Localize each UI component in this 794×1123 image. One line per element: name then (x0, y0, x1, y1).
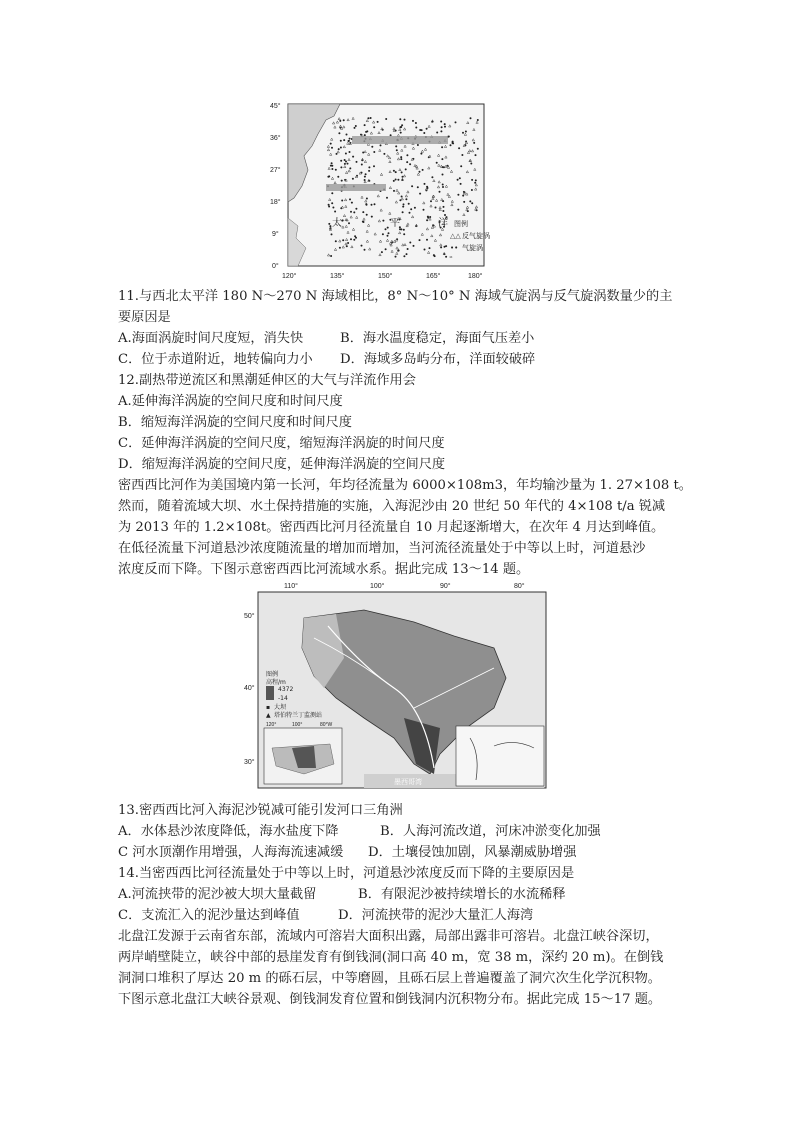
cyclone-eddy-point (344, 163, 346, 165)
y-tick: 18° (270, 199, 281, 206)
cyclone-eddy-point (429, 216, 431, 218)
cyclone-eddy-point (452, 142, 454, 144)
cyclone-eddy-point (405, 168, 407, 170)
passage2-line: 浓度反而下降。下图示意密西西比河流域水系。据此完成 13～14 题。 (118, 562, 530, 577)
cyclone-eddy-point (341, 200, 343, 202)
passage3-line: 下图示意北盘江大峡谷景观、倒钱洞发育位置和倒钱洞内沉积物分布。据此完成 15～17 题。 (118, 992, 662, 1007)
cyclone-eddy-point (404, 119, 406, 121)
q13-options-row1 (118, 821, 688, 842)
cyclone-eddy-point (337, 176, 339, 178)
q11-option-a[interactable]: A.海面涡旋时间尺度短，消失快 (118, 331, 304, 346)
cyclone-eddy-point (366, 214, 368, 216)
q11-stem-line1: 11.与西北太平洋 180 N～270 N 海域相比，8° N～10° N 海域气旋涡与反气旋涡数量少的主 (118, 289, 673, 304)
legend-elevation: 高程/m (266, 679, 286, 686)
cyclone-eddy-point (340, 166, 342, 168)
passage2-line: 在低径流量下河道悬沙浓度随流量的增加而增加，当河流径流量处于中等以上时，河道悬沙 (118, 541, 646, 556)
cyclone-eddy-point (387, 227, 389, 229)
lon-tick: 100° (370, 583, 385, 590)
cyclone-eddy-point (349, 167, 351, 169)
cyclone-eddy-point (471, 202, 473, 204)
inset-lon-tick: 80°W (320, 722, 333, 728)
cyclone-eddy-point (343, 119, 345, 121)
cyclone-eddy-point (338, 148, 340, 150)
cyclone-eddy-point (406, 154, 408, 156)
svg-text:△△: △△ (450, 232, 461, 240)
cyclone-eddy-point (385, 118, 387, 120)
cyclone-eddy-point (351, 202, 353, 204)
cyclone-eddy-point (335, 169, 337, 171)
cyclone-eddy-point (365, 173, 367, 175)
legend-anticyclone: 反气旋涡 (462, 232, 490, 240)
cyclone-eddy-point (330, 143, 332, 145)
cyclone-eddy-point (368, 166, 370, 168)
cyclone-eddy-point (462, 195, 464, 197)
cyclone-eddy-point (471, 189, 473, 191)
cyclone-eddy-point (342, 239, 344, 241)
passage2-line: 密西西比河作为美国境内第一长河，年均径流量为 6000×108m3，年均输沙量为 1. 27×108 t。 (118, 478, 692, 493)
cyclone-eddy-point (396, 149, 398, 151)
q12-option-b[interactable]: B．缩短海洋涡旋的空间尺度和时间尺度 (118, 415, 352, 430)
legend-low: -14 (278, 695, 288, 702)
cyclone-eddy-point (382, 233, 384, 235)
cyclone-eddy-point (407, 248, 409, 250)
q13-option-b[interactable]: B．人海河流改道，河床冲淤变化加强 (380, 824, 601, 839)
cyclone-eddy-point (440, 130, 442, 132)
q14-option-a[interactable]: A.河流挟带的泥沙被大坝大量截留 (118, 887, 317, 902)
q12-option-a[interactable]: A.延伸海洋涡旋的空间尺度和时间尺度 (118, 394, 343, 409)
cyclone-eddy-point (411, 185, 413, 187)
cyclone-eddy-point (469, 200, 471, 202)
cyclone-eddy-point (402, 206, 404, 208)
cyclone-eddy-point (340, 147, 342, 149)
cyclone-eddy-point (444, 246, 446, 248)
cyclone-eddy-point (362, 211, 364, 213)
q14-options-row1 (118, 884, 688, 905)
cyclone-eddy-point (443, 206, 445, 208)
cyclone-eddy-point (435, 207, 437, 209)
q14-option-c[interactable]: C．支流汇入的泥沙量达到峰值 (118, 908, 300, 923)
cyclone-eddy-point (400, 132, 402, 134)
cyclone-eddy-point (334, 211, 336, 213)
cyclone-eddy-point (347, 163, 349, 165)
question-block-11-12-passage (118, 286, 692, 580)
cyclone-eddy-point (380, 144, 382, 146)
cyclone-eddy-point (441, 158, 443, 160)
cyclone-eddy-point (442, 174, 444, 176)
cyclone-eddy-point (331, 233, 333, 235)
lat-tick: 30° (244, 759, 255, 766)
cyclone-eddy-point (440, 246, 442, 248)
cyclone-eddy-point (335, 240, 337, 242)
cyclone-eddy-point (444, 214, 446, 216)
cyclone-eddy-point (364, 249, 366, 251)
cyclone-eddy-point (339, 247, 341, 249)
cyclone-eddy-point (371, 204, 373, 206)
cyclone-eddy-point (352, 178, 354, 180)
us-inset-map (264, 722, 342, 784)
cyclone-eddy-point (385, 228, 387, 230)
cyclone-eddy-point (413, 245, 415, 247)
cyclone-eddy-point (419, 129, 421, 131)
cyclone-eddy-point (370, 117, 372, 119)
cyclone-eddy-point (364, 124, 366, 126)
passage3-line: 洞洞口堆积了厚达 20 m 的砾石层，中等磨圆，且砾石层上普遍覆盖了洞穴次生化学沉积物。 (118, 971, 661, 986)
cyclone-eddy-point (366, 130, 368, 132)
lat-tick: 50° (244, 613, 255, 620)
cyclone-eddy-point (381, 251, 383, 253)
q14-options-row2 (118, 905, 688, 926)
q11-option-b[interactable]: B．海水温度稳定，海面气压差小 (340, 331, 535, 346)
cyclone-eddy-point (442, 210, 444, 212)
y-tick: 45° (270, 103, 281, 110)
cyclone-eddy-point (419, 171, 421, 173)
cyclone-eddy-point (331, 192, 333, 194)
cyclone-eddy-point (346, 245, 348, 247)
cyclone-eddy-point (423, 132, 425, 134)
x-tick: 165° (426, 273, 441, 280)
cyclone-eddy-point (331, 168, 333, 170)
cyclone-eddy-point (364, 134, 366, 136)
cyclone-eddy-point (457, 209, 459, 211)
cyclone-eddy-point (403, 233, 405, 235)
q11-stem-line2: 要原因是 (118, 310, 171, 325)
cyclone-eddy-point (361, 164, 363, 166)
cyclone-eddy-point (373, 165, 375, 167)
cyclone-eddy-point (341, 180, 343, 182)
cyclone-eddy-point (458, 147, 460, 149)
cyclone-eddy-point (399, 126, 401, 128)
passage3-line: 两岸峭壁陡立，峡谷中部的悬崖发育有倒钱洞(洞口高 40 m，宽 38 m，深约 20 m)。在倒钱 (118, 950, 664, 965)
cyclone-eddy-point (399, 118, 401, 120)
cyclone-eddy-point (348, 140, 350, 142)
cyclone-eddy-point (460, 165, 462, 167)
cyclone-eddy-point (347, 242, 349, 244)
cyclone-eddy-point (405, 198, 407, 200)
cyclone-eddy-point (417, 186, 419, 188)
eddy-distribution-map (268, 98, 496, 286)
cyclone-eddy-point (346, 134, 348, 136)
ocean-label: 平 (390, 218, 400, 229)
cyclone-eddy-point (342, 219, 344, 221)
cyclone-eddy-point (474, 182, 476, 184)
cyclone-eddy-point (331, 202, 333, 204)
q12-option-d[interactable]: D．缩短海洋涡旋的空间尺度，延伸海洋涡旋的空间尺度 (118, 457, 446, 472)
cyclone-eddy-point (331, 162, 333, 164)
cyclone-eddy-point (403, 229, 405, 231)
passage3-line: 北盘江发源于云南省东部，流域内可溶岩大面积出露，局部出露非可溶岩。北盘江峡谷深切， (118, 929, 659, 944)
legend-dam: 大坝 (274, 704, 287, 711)
cyclone-eddy-point (414, 207, 416, 209)
cyclone-eddy-point (368, 170, 370, 172)
y-tick: 9° (272, 231, 279, 238)
cyclone-eddy-point (448, 136, 450, 138)
cyclone-eddy-point (406, 253, 408, 255)
cyclone-eddy-point (340, 140, 342, 142)
cyclone-eddy-point (355, 208, 357, 210)
legend-title: 图例 (454, 220, 468, 228)
cyclone-eddy-point (436, 162, 438, 164)
cyclone-eddy-point (444, 123, 446, 125)
q12-option-c[interactable]: C．延伸海洋涡旋的空间尺度，缩短海洋涡旋的时间尺度 (118, 436, 445, 451)
q13-option-d[interactable]: D．土壤侵蚀加剧，风暴潮威胁增强 (368, 845, 577, 860)
cyclone-eddy-point (356, 161, 358, 163)
cyclone-eddy-point (395, 179, 397, 181)
q14-stem: 14.当密西西比河径流量处于中等以上时，河道悬沙浓度反而下降的主要原因是 (118, 866, 575, 881)
svg-text:▪: ▪ (266, 704, 271, 711)
cyclone-eddy-point (382, 220, 384, 222)
cyclone-eddy-point (419, 193, 421, 195)
cyclone-eddy-point (457, 194, 459, 196)
cyclone-eddy-point (349, 151, 351, 153)
cyclone-eddy-point (377, 121, 379, 123)
cyclone-eddy-point (354, 127, 356, 129)
cyclone-eddy-point (445, 256, 447, 258)
cyclone-eddy-point (366, 198, 368, 200)
cyclone-eddy-point (401, 124, 403, 126)
cyclone-eddy-point (353, 211, 355, 213)
cyclone-eddy-point (424, 249, 426, 251)
cyclone-eddy-point (420, 153, 422, 155)
legend-station: 塔伯特兰丁监测站 (274, 712, 323, 719)
cyclone-eddy-point (385, 248, 387, 250)
cyclone-eddy-point (415, 122, 417, 124)
y-tick: 27° (270, 167, 281, 174)
cyclone-eddy-point (409, 242, 411, 244)
x-tick: 180° (468, 273, 483, 280)
cyclone-eddy-point (450, 144, 452, 146)
inset-lon-tick: 120° (266, 722, 277, 728)
cyclone-eddy-point (441, 146, 443, 148)
cyclone-eddy-point (459, 177, 461, 179)
q13-stem: 13.密西西比河入海泥沙锐减可能引发河口三角洲 (118, 803, 403, 818)
cyclone-eddy-point (355, 237, 357, 239)
cyclone-eddy-point (331, 147, 333, 149)
cyclone-eddy-point (349, 198, 351, 200)
inset-lon-tick: 100° (292, 722, 303, 728)
cyclone-eddy-point (417, 144, 419, 146)
q13-option-c[interactable]: C 河水顶潮作用增强，人海海流速减缓 (118, 845, 344, 860)
q13-option-a[interactable]: A．水体悬沙浓度降低，海水盐度下降 (118, 824, 339, 839)
q11-option-c[interactable]: C．位于赤道附近，地转偏向力小 (118, 352, 313, 367)
cyclone-eddy-point (442, 186, 444, 188)
q12-stem: 12.副热带逆流区和黑潮延伸区的大气与洋流作用会 (118, 373, 416, 388)
cyclone-eddy-point (352, 156, 354, 158)
cyclone-eddy-point (426, 128, 428, 130)
cyclone-eddy-point (463, 201, 465, 203)
q14-option-d[interactable]: D．河流挟带的泥沙大量汇人海湾 (338, 908, 534, 923)
cyclone-eddy-point (444, 126, 446, 128)
cyclone-eddy-point (409, 212, 411, 214)
question-block-13-14-passage (118, 800, 688, 1010)
cyclone-eddy-point (393, 190, 395, 192)
cyclone-eddy-point (373, 151, 375, 153)
cyclone-eddy-point (460, 183, 462, 185)
cyclone-eddy-point (395, 171, 397, 173)
cyclone-eddy-point (402, 211, 404, 213)
cyclone-eddy-point (461, 154, 463, 156)
cyclone-eddy-point (415, 127, 417, 129)
cyclone-eddy-point (436, 132, 438, 134)
cyclone-eddy-point (477, 148, 479, 150)
cyclone-eddy-point (424, 183, 426, 185)
cyclone-eddy-point (395, 256, 397, 258)
ocean-label: 洋 (438, 218, 448, 229)
cyclone-eddy-point (419, 239, 421, 241)
cyclone-eddy-point (328, 206, 330, 208)
gulf-label: 墨西哥湾 (394, 778, 422, 786)
cyclone-eddy-point (344, 159, 346, 161)
mississippi-basin-map (244, 578, 552, 796)
cyclone-eddy-point (387, 235, 389, 237)
lon-tick: 90° (440, 583, 451, 590)
cyclone-eddy-point (439, 191, 441, 193)
cyclone-eddy-point (473, 142, 475, 144)
cyclone-eddy-point (373, 126, 375, 128)
y-tick: 36° (270, 135, 281, 142)
cyclone-eddy-point (397, 179, 399, 181)
cyclone-eddy-point (406, 161, 408, 163)
cyclone-eddy-point (345, 153, 347, 155)
cyclone-eddy-point (423, 209, 425, 211)
cyclone-eddy-point (430, 200, 432, 202)
cyclone-eddy-point (410, 208, 412, 210)
cyclone-eddy-point (470, 163, 472, 165)
cyclone-eddy-point (383, 153, 385, 155)
cyclone-eddy-point (350, 211, 352, 213)
cyclone-eddy-point (403, 203, 405, 205)
cyclone-eddy-point (462, 132, 464, 134)
cyclone-eddy-point (371, 216, 373, 218)
cyclone-eddy-point (409, 163, 411, 165)
cyclone-eddy-point (353, 239, 355, 241)
cyclone-eddy-point (338, 132, 340, 134)
cyclone-eddy-point (330, 255, 332, 257)
cyclone-eddy-point (400, 158, 402, 160)
cyclone-eddy-point (403, 255, 405, 257)
cyclone-eddy-point (401, 171, 403, 173)
cyclone-eddy-point (393, 180, 395, 182)
delta-detail-inset (456, 726, 544, 786)
cyclone-eddy-point (348, 222, 350, 224)
svg-text:▲: ▲ (266, 712, 271, 719)
cyclone-eddy-point (434, 255, 436, 257)
cyclone-eddy-point (422, 169, 424, 171)
cyclone-eddy-point (328, 223, 330, 225)
svg-text:••: •• (450, 244, 459, 252)
cyclone-eddy-point (355, 125, 357, 127)
cyclone-eddy-point (441, 126, 443, 128)
x-tick: 135° (330, 273, 345, 280)
cyclone-eddy-point (328, 204, 330, 206)
cyclone-eddy-point (457, 179, 459, 181)
q11-option-d[interactable]: D．海域多岛屿分布，洋面较破碎 (340, 352, 536, 367)
cyclone-eddy-point (361, 245, 363, 247)
cyclone-eddy-point (388, 232, 390, 234)
ocean-label: 太 (332, 218, 342, 229)
cyclone-eddy-point (340, 160, 342, 162)
cyclone-eddy-point (367, 117, 369, 119)
cyclone-eddy-point (374, 203, 376, 205)
cyclone-eddy-point (331, 165, 333, 167)
subtropical-countercurrent-band (326, 184, 386, 191)
cyclone-eddy-point (345, 161, 347, 163)
cyclone-eddy-point (412, 120, 414, 122)
cyclone-eddy-point (426, 219, 428, 221)
cyclone-eddy-point (371, 146, 373, 148)
cyclone-eddy-point (395, 145, 397, 147)
cyclone-eddy-point (364, 176, 366, 178)
cyclone-eddy-point (350, 238, 352, 240)
cyclone-eddy-point (455, 121, 457, 123)
cyclone-eddy-point (470, 117, 472, 119)
cyclone-eddy-point (332, 207, 334, 209)
cyclone-eddy-point (393, 170, 395, 172)
legend-cyclone: 气旋涡 (462, 244, 483, 252)
cyclone-eddy-point (475, 179, 477, 181)
cyclone-eddy-point (336, 153, 338, 155)
cyclone-eddy-point (426, 239, 428, 241)
cyclone-eddy-point (339, 120, 341, 122)
passage2-line: 然而，随着流域大坝、水土保持措施的实施，入海泥沙由 20 世纪 50 年代的 4×108 t/a 锐减 (118, 499, 666, 514)
lon-tick: 80° (514, 583, 525, 590)
legend-high: 4372 (278, 686, 294, 693)
lon-tick: 110° (284, 583, 298, 590)
cyclone-eddy-point (343, 139, 345, 141)
legend-title: 图例 (266, 671, 279, 678)
cyclone-eddy-point (429, 247, 431, 249)
y-tick: 0° (272, 263, 279, 270)
x-tick: 120° (282, 273, 297, 280)
cyclone-eddy-point (400, 156, 402, 158)
cyclone-eddy-point (349, 138, 351, 140)
q11-options-row1 (118, 328, 688, 349)
x-tick: 150° (378, 273, 393, 280)
cyclone-eddy-point (408, 203, 410, 205)
q11-options-row2 (118, 349, 688, 370)
passage2-line: 为 2013 年的 1.2×108t。密西西比河月径流量自 10 月起逐渐增大，在次年 4 月达到峰值。 (118, 520, 665, 535)
cyclone-eddy-point (327, 176, 329, 178)
cyclone-eddy-point (386, 197, 388, 199)
cyclone-eddy-point (440, 121, 442, 123)
cyclone-eddy-point (442, 184, 444, 186)
cyclone-eddy-point (465, 131, 467, 133)
kuroshio-extension-band (352, 136, 448, 144)
q13-options-row2 (118, 842, 688, 863)
cyclone-eddy-point (431, 176, 433, 178)
cyclone-eddy-point (362, 221, 364, 223)
cyclone-eddy-point (427, 217, 429, 219)
cyclone-eddy-point (475, 154, 477, 156)
q14-option-b[interactable]: B．有限泥沙被持续增长的水流稀释 (358, 887, 566, 902)
cyclone-eddy-point (366, 204, 368, 206)
lat-tick: 40° (244, 685, 255, 692)
cyclone-eddy-point (471, 179, 473, 181)
